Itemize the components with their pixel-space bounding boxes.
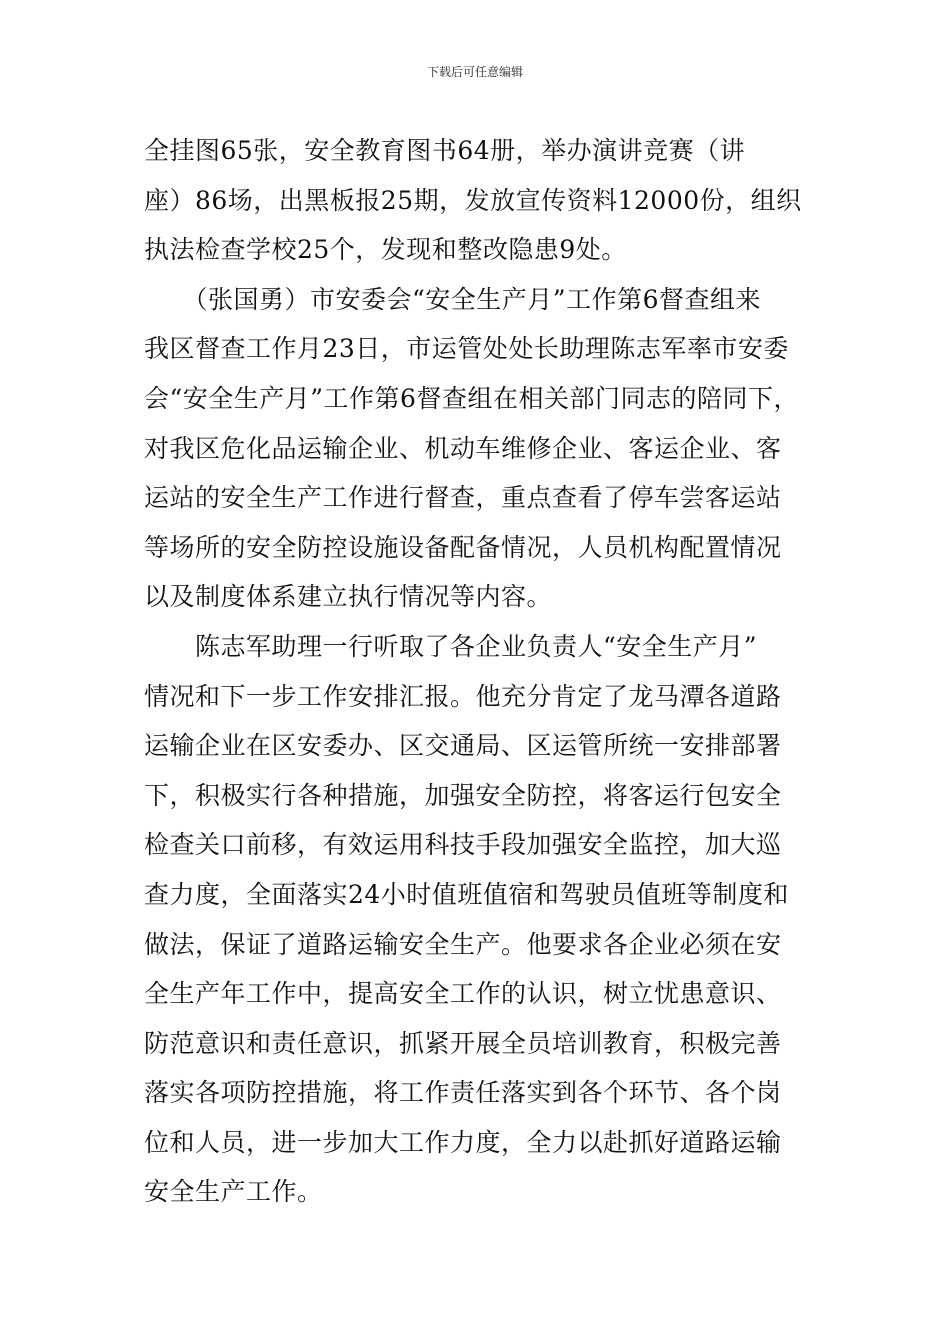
text-line: 对我区危化品运输企业、机动车维修企业、客运企业、客 (144, 433, 782, 463)
text-line: 检查关口前移，有效运用科技手段加强安全监控，加大巡 (144, 830, 782, 860)
text-line: 等场所的安全防控设施设备配备情况，人员机构配置情况 (144, 532, 782, 562)
text-line: （张国勇）市安委会“安全生产月”工作第6督查组来 (144, 284, 761, 314)
text-line: 位和人员，进一步加大工作力度，全力以赴抓好道路运输 (144, 1127, 782, 1157)
text-line: 情况和下一步工作安排汇报。他充分肯定了龙马潭各道路 (144, 681, 782, 711)
text-line: 做法，保证了道路运输安全生产。他要求各企业必须在安 (144, 929, 782, 959)
text-line: 座）86场，出黑板报25期，发放宣传资料12000份，组织 (144, 185, 802, 215)
text-line: 陈志军助理一行听取了各企业负责人“安全生产月” (144, 631, 758, 661)
text-line: 查力度，全面落实24小时值班值宿和驾驶员值班等制度和 (144, 879, 789, 909)
text-line: 落实各项防控措施，将工作责任落实到各个环节、各个岗 (144, 1078, 782, 1108)
page-header: 下载后可任意编辑 (426, 65, 523, 79)
document-body (144, 126, 816, 1217)
text-line: 运输企业在区安委办、区交通局、区运管所统一安排部署 (144, 731, 782, 761)
text-line: 运站的安全生产工作进行督查，重点查看了停车尝客运站 (144, 483, 782, 513)
text-line: 我区督查工作月23日，市运管处处长助理陈志军率市安委 (144, 334, 789, 364)
text-line: 以及制度体系建立执行情况等内容。 (144, 582, 553, 612)
text-line: 执法检查学校25个，发现和整改隐患9处。 (144, 235, 627, 265)
text-line: 会“安全生产月”工作第6督查组在相关部门同志的陪同下， (144, 383, 799, 413)
text-line: 下，积极实行各种措施，加强安全防控，将客运行包安全 (144, 780, 782, 810)
text-line: 全挂图65张，安全教育图书64册，举办演讲竞赛（讲 (144, 136, 746, 165)
text-line: 安全生产工作。 (144, 1177, 323, 1207)
text-line: 防范意识和责任意识，抓紧开展全员培训教育，积极完善 (144, 1028, 782, 1058)
text-line: 全生产年工作中，提高安全工作的认识，树立忧患意识、 (144, 979, 782, 1009)
